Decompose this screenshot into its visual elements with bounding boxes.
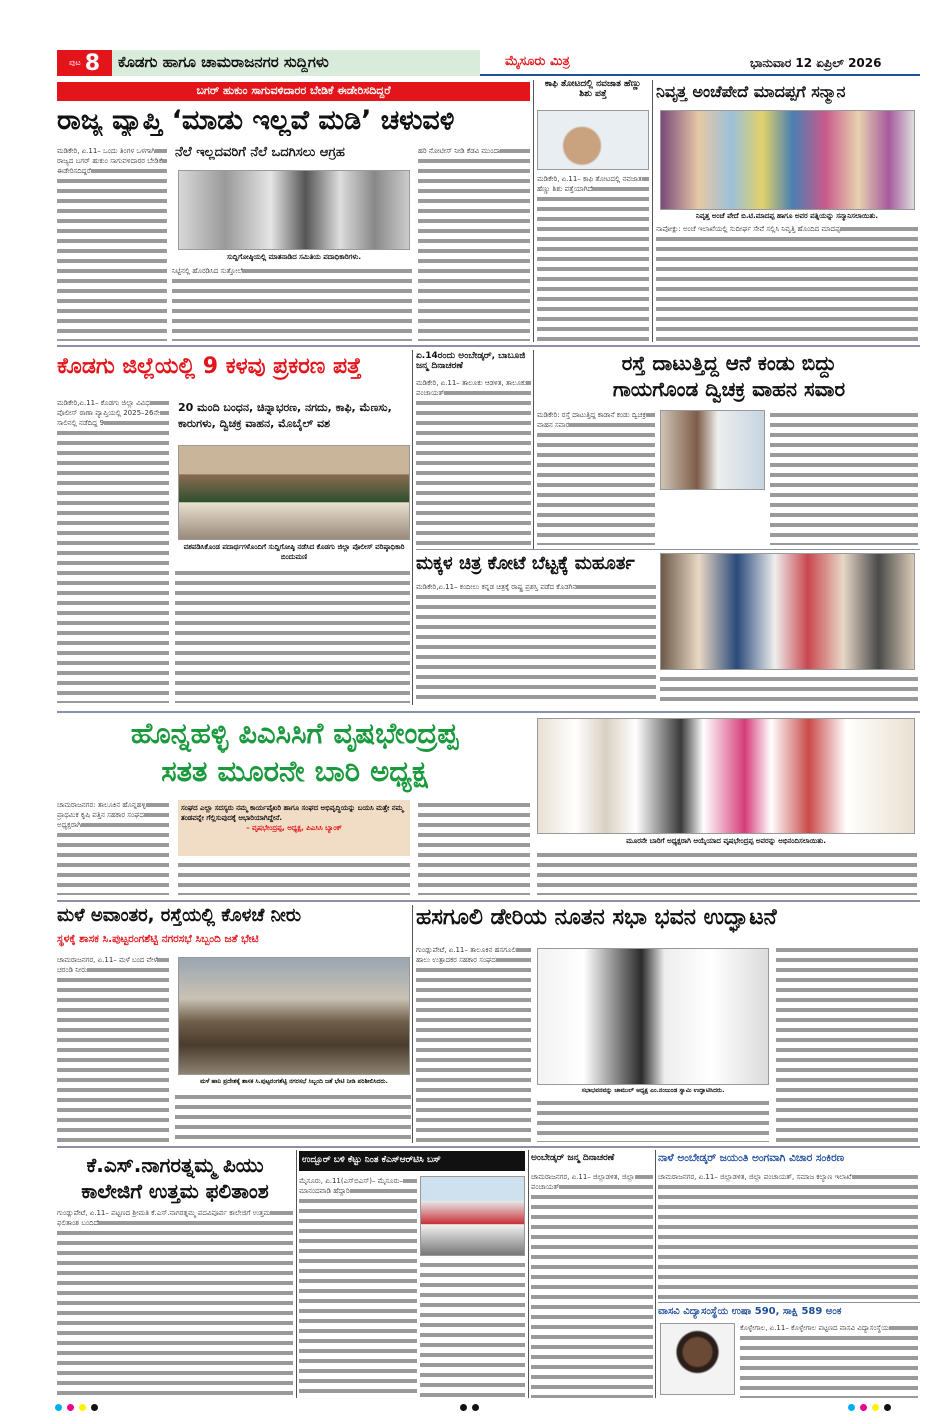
divider	[533, 350, 534, 550]
bus-body-2	[420, 1260, 525, 1398]
seminar-body: ಚಾಮರಾಜನಗರ, ಏ.11– ಜಿಲ್ಲಾಡಳಿತ, ಜಿಲ್ಲಾ ಪಂಚಾಯತ್, ಸಮಾಜ ಕಲ್ಯಾಣ ಇಲಾಖೆ	[658, 1172, 918, 1300]
registration-dot	[67, 1404, 74, 1411]
divider	[412, 905, 413, 1143]
bus-body: ಮೈಸೂರು, ಏ.11(ಎಸ್‌ಬಿಎಸ್)– ಮೈಸೂರು–ಮಾನಂದವಾಡಿ ಹೆದ್ದಾರಿ	[299, 1176, 417, 1398]
issue-date: ಭಾನುವಾರ 12 ಏಪ್ರಿಲ್ 2026	[750, 56, 882, 70]
page-number-box	[57, 50, 112, 76]
baby-photo	[537, 110, 649, 170]
divider	[416, 549, 920, 550]
ambedkar-small-body: ಮಡಿಕೇರಿ, ಏ.11– ತಾಲೂಕು ಆಡಳಿತ, ತಾಲೂಕು ಪಂಚಾಯತ್	[416, 378, 531, 546]
lead-caption: ಸುದ್ದಿಗೋಷ್ಠಿಯಲ್ಲಿ ಮಾತನಾಡಿದ ಸಮಿತಿಯ ಪದಾಧಿಕಾರಿಗಳು.	[178, 252, 410, 262]
pacs-quote: ಸಂಘದ ಎಲ್ಲಾ ಸದಸ್ಯರು ನಮ್ಮ ಕಾರ್ಯವೈಖರಿ ಹಾಗೂ ಸಂಘದ ಅಭಿವೃದ್ಧಿಯನ್ನು ಬಯಸಿ ಮತ್ತೇ ನಮ್ಮ ತಂಡವನ್ನೇ ಗೆಲ್ಲಿಸುವುದಕ್ಕೆ ಆಭಾರಿಯಾಗಿದ್ದೇನೆ.	[181, 804, 404, 822]
pacs-body-2	[178, 860, 410, 895]
divider	[57, 1146, 920, 1148]
pacs-photo	[537, 718, 915, 834]
theft-body: ಮಡಿಕೇರಿ,ಏ.11– ಕೊಡಗು ಜಿಲ್ಲಾ ವಿವಿಧ ಪೊಲೀಸ್ ಠಾಣಾ ವ್ಯಾಪ್ತಿಯಲ್ಲಿ 2025–26ನೇ ಸಾಲಿನಲ್ಲಿ ನಡೆದಿದ್ದ 9	[57, 398, 169, 703]
film-body: ಮಡಿಕೇರಿ,ಏ.11– ಕಂದೀಲು ಕನ್ನಡ ಚಿತ್ರಕ್ಕೆ ರಾಷ್ಟ್ರ ಪ್ರಶಸ್ತಿ ಪಡೆದ ಕೊಡಗಿನ	[416, 582, 656, 704]
ambedkar-day-headline: ಅಂಬೇಡ್ಕರ್ ಜನ್ಮ ದಿನಾಚರಣೆ	[531, 1153, 615, 1163]
dairy-body-2	[537, 1098, 769, 1142]
section-title: ಕೊಡಗು ಹಾಗೂ ಚಾಮರಾಜನಗರ ಸುದ್ದಿಗಳು	[112, 50, 480, 76]
divider	[658, 1302, 920, 1303]
theft-photo	[178, 445, 410, 540]
elephant-headline-1: ರಸ್ತೆ ದಾಟುತ್ತಿದ್ದ ಆನೆ ಕಂಡು ಬಿದ್ದು	[621, 351, 837, 375]
lead-photo	[178, 170, 410, 250]
divider	[652, 80, 653, 342]
registration-dot	[91, 1404, 98, 1411]
pacs-body-3	[418, 800, 530, 895]
college-body: ಗುಂಡ್ಲುಪೇಟೆ, ಏ.11– ಪಟ್ಟಣದ ಶ್ರೀಮತಿ ಕೆ.ಎಸ್.ನಾಗರತ್ನಮ್ಮ ಪದವಿಪೂರ್ವ ಕಾಲೇಜಿಗೆ ಉತ್ತಮ ಫಲಿತಾಂಶ ಬಂದಿದೆ	[57, 1208, 293, 1398]
elephant-body-2	[770, 410, 918, 545]
divider	[528, 1150, 529, 1398]
masthead: ಮೈಸೂರು ಮಿತ್ರ	[505, 54, 570, 69]
bus-photo	[420, 1176, 525, 1256]
lead-body-col3: ಹರಿ ನೋಟೀಸ್ ನೀಡಿ ಕೆಡವಿ ಮುಂದಾ	[418, 146, 530, 341]
page-number: 8	[84, 50, 101, 76]
vasavi-photo	[660, 1323, 735, 1395]
divider	[296, 1150, 297, 1398]
rain-headline: ಮಳೆ ಅವಾಂತರ, ರಸ್ತೆಯಲ್ಲಿ ಕೊಳಚೆ ನೀರು	[57, 905, 302, 926]
seminar-headline: ನಾಳೆ ಅಂಬೇಡ್ಕರ್ ಜಯಂತಿ ಅಂಗವಾಗಿ ವಿಚಾರ ಸಂಕಿರಣ	[658, 1152, 845, 1164]
registration-dot	[884, 1404, 891, 1411]
dairy-caption: ಸಭಾಭವನವನ್ನು ಚಾಮುಲ್ ಅಧ್ಯಕ್ಷ ಎಂ.ನಂಜುಂಡ ಸ್ವಾಮಿ ಉದ್ಘಾಟಿಸಿದರು.	[537, 1086, 769, 1096]
retire-photo	[660, 110, 915, 210]
pacs-headline-1: ಹೊನ್ನಹಳ್ಳಿ ಪಿಎಸಿಸಿಗೆ ವೃಷಭೇಂದ್ರಪ್ಪ	[130, 716, 459, 750]
bus-headline: ಉದ್ಬೂರ್ ಬಳಿ ಕೆಟ್ಟು ನಿಂತ ಕೆಎಸ್‌ಆರ್‌ಟಿಸಿ ಬಸ್	[299, 1151, 525, 1171]
divider	[533, 80, 534, 342]
registration-dot	[55, 1404, 62, 1411]
pacs-quote-box	[178, 800, 410, 856]
film-photo	[660, 553, 915, 670]
registration-dot	[848, 1404, 855, 1411]
retire-headline: ನಿವೃತ್ತ ಅಂಚೆಪೇದೆ ಮಾದಪ್ಪಗೆ ಸನ್ಮಾನ	[656, 82, 846, 101]
lead-body-col1: ಮಡಿಕೇರಿ, ಏ.11– ಒಂದು ತಿಂಗಳ ಒಳಗಾಗಿ ರಾಜ್ಯದ ಬಗರ್ ಹುಕುಂ ಸಾಗುವಳಿದಾರರ ಬೇಡಿಕೆ ಈಡೇರಿಸದಿದ್ದರೆ	[57, 146, 167, 341]
header-rule	[480, 74, 920, 76]
divider	[57, 711, 920, 713]
vasavi-body: ಕೊಳ್ಳೇಗಾಲ, ಏ.11– ಕೊಳ್ಳೇಗಾಲ ಪಟ್ಟಣದ ವಾಸವಿ ವಿದ್ಯಾಸಂಸ್ಥೆಯ	[740, 1323, 918, 1398]
divider	[57, 900, 920, 902]
ambedkar-small-headline: ಏ.14ರಂದು ಅಂಬೇಡ್ಕರ್, ಬಾಬೂಜಿ ಜನ್ಮ ದಿನಾಚರಣೆ	[416, 351, 526, 371]
retire-body: ನಾಪೋಕ್ಲು: ಅಂಚೆ ಇಲಾಖೆಯಲ್ಲಿ ಸುದೀರ್ಘ ಸೇವೆ ಸಲ್ಲಿಸಿ ನಿವೃತ್ತಿ ಹೊಂದಿದ ಮಾದಪ್ಪ	[656, 224, 918, 341]
lead-body-col2: ನಿಟ್ಟಿನಲ್ಲಿ ಹೊರಡಿಸಿದ ಸುತ್ತೋಲೆ	[172, 266, 412, 341]
elephant-headline-2: ಗಾಯಗೊಂಡ ದ್ವಿಚಕ್ರ ವಾಹನ ಸವಾರ	[612, 377, 846, 401]
theft-headline: ಕೊಡಗು ಜಿಲ್ಲೆಯಲ್ಲಿ 9 ಕಳವು ಪ್ರಕರಣ ಪತ್ತೆ	[57, 354, 362, 379]
registration-dot	[872, 1404, 879, 1411]
theft-caption: ವಶಪಡಿಸಿಕೊಂಡ ಪದಾರ್ಥಗಳೊಂದಿಗೆ ಸುದ್ದಿಗೋಷ್ಠಿ ನಡೆಸಿದ ಕೊಡಗು ಜಿಲ್ಲಾ ಪೊಲೀಸ್ ವರಿಷ್ಠಾಧಿಕಾರಿ ಬಿಂದುಮಣಿ	[178, 542, 410, 562]
rain-body-2	[175, 1092, 411, 1142]
dairy-headline: ಹಸಗೂಲಿ ಡೇರಿಯ ನೂತನ ಸಭಾ ಭವನ ಉದ್ಘಾಟನೆ	[416, 905, 777, 930]
registration-dot	[860, 1404, 867, 1411]
lead-headline: ರಾಜ್ಯ ವ್ಯಾಪ್ತಿ ‘ಮಾಡು ಇಲ್ಲವೆ ಮಡಿ’ ಚಳುವಳಿ	[57, 106, 455, 136]
dairy-body: ಗುಂಡ್ಲುಪೇಟೆ, ಏ.11– ತಾಲೂಕಿನ ಹಸಗೂಲಿ ಹಾಲು ಉತ್ಪಾದಕರ ಸಹಕಾರ ಸಂಘದ	[416, 945, 531, 1142]
dairy-photo	[537, 948, 769, 1085]
elephant-photo	[660, 410, 765, 490]
divider	[57, 345, 920, 347]
college-headline: ಕೆ.ಎಸ್.ನಾಗರತ್ನಮ್ಮ ಪಿಯು ಕಾಲೇಜಿಗೆ ಉತ್ತಮ ಫಲಿತಾಂಶ	[81, 1153, 269, 1203]
lead-kicker: ಬಗರ್ ಹುಕುಂ ಸಾಗುವಳಿದಾರರ ಬೇಡಿಕೆ ಈಡೇರಿಸದಿದ್ದರೆ	[57, 82, 530, 101]
retire-caption: ನಿವೃತ್ತ ಅಂಚೆ ಪೇದೆ ಬಿ.ಟಿ.ಮಾದಪ್ಪ ಹಾಗೂ ಅವರ ಪತ್ನಿಯನ್ನು ಸನ್ಮಾನಿಸಲಾಯಿತು.	[656, 211, 918, 221]
vasavi-headline: ವಾಸವಿ ವಿದ್ಯಾಸಂಸ್ಥೆಯ ಉಷಾ 590, ಸಾಕ್ಷಿ 589 ಅಂಕ	[658, 1306, 842, 1317]
dairy-body-3	[776, 945, 918, 1142]
page-label: ಪುಟ	[68, 58, 81, 67]
ambedkar-day-body: ಚಾಮರಾಜನಗರ, ಏ.11– ಜಿಲ್ಲಾಡಳಿತ, ಜಿಲ್ಲಾ ಪಂಚಾಯತ್	[531, 1172, 653, 1398]
pacs-caption: ಮೂರನೇ ಬಾರಿಗೆ ಅಧ್ಯಕ್ಷರಾಗಿ ಆಯ್ಕೆಯಾದ ವೃಷಭೇಂದ್ರಪ್ಪ ಅವರನ್ನು ಅಭಿನಂದಿಸಲಾಯಿತು.	[537, 836, 915, 846]
rain-photo	[178, 957, 410, 1075]
baby-headline: ಕಾಫಿ ತೋಟದಲ್ಲಿ ನವಜಾತ ಹೆಣ್ಣು ಶಿಶು ಪತ್ತೆ	[544, 79, 642, 99]
lead-subhead: ನೆಲೆ ಇಲ್ಲದವರಿಗೆ ನೆಲೆ ಒದಗಿಸಲು ಆಗ್ರಹ	[175, 145, 345, 160]
rain-body: ಚಾಮರಾಜನಗರ, ಏ.11– ಮಳೆ ಬಂದ ವೇಳೆ ಚರಂಡಿ ನೀರು	[57, 955, 169, 1142]
theft-body-2	[175, 568, 410, 703]
registration-dot	[460, 1404, 467, 1411]
elephant-body: ಮಡಿಕೇರಿ: ರಸ್ತೆ ದಾಟುತ್ತಿದ್ದ ಕಾಡಾನೆ ಕಂಡು ದ್ವಿಚಕ್ರ ವಾಹನ ಸವಾರ	[537, 410, 655, 545]
registration-dot	[79, 1404, 86, 1411]
pacs-body: ಚಾಮರಾಜನಗರ: ತಾಲೂಕಿನ ಹೊನ್ನಹಳ್ಳಿ ಪ್ರಾಥಮಿಕ ಕೃಷಿ ಪತ್ತಿನ ಸಹಕಾರ ಸಂಘದ ಅಧ್ಯಕ್ಷರಾಗಿ	[57, 800, 169, 895]
baby-body: ಮಡಿಕೇರಿ, ಏ.11– ಕಾಫಿ ತೋಟದಲ್ಲಿ ನವಜಾತ ಹೆಣ್ಣು ಶಿಶು ಪತ್ತೆಯಾಗಿದೆ	[537, 174, 649, 341]
registration-dot	[472, 1404, 479, 1411]
film-headline: ಮಕ್ಕಳ ಚಿತ್ರ ಕೋಟೆ ಬೆಟ್ಟಕ್ಕೆ ಮಹೂರ್ತ	[416, 553, 635, 574]
theft-subhead: 20 ಮಂದಿ ಬಂಧನ, ಚಿನ್ನಾಭರಣ, ನಗದು, ಕಾಫಿ, ಮೆಣಸು, ಕಾರುಗಳು, ದ್ವಿಚಕ್ರ ವಾಹನ, ಮೊಬೈಲ್ ವಶ	[178, 401, 392, 430]
pacs-headline-2: ಸತತ ಮೂರನೇ ಬಾರಿ ಅಧ್ಯಕ್ಷ	[161, 754, 428, 788]
divider	[655, 1150, 656, 1398]
rain-caption: ಮಳೆ ಹಾನಿ ಪ್ರದೇಶಕ್ಕೆ ಶಾಸಕ ಸಿ.ಪುಟ್ಟರಂಗಶೆಟ್ಟಿ ನಗರಸಭೆ ಸಿಬ್ಬಂದಿ ಜತೆ ಭೇಟಿ ನೀಡಿ ಪರಿಶೀಲಿಸಿದರು.	[178, 1077, 410, 1087]
rain-subhead: ಸ್ಥಳಕ್ಕೆ ಶಾಸಕ ಸಿ.ಪುಟ್ಟರಂಗಶೆಟ್ಟಿ ನಗರಸಭೆ ಸಿಬ್ಬಂದಿ ಜತೆ ಭೇಟಿ	[57, 933, 259, 945]
film-body-2	[660, 674, 918, 704]
divider	[412, 350, 413, 705]
pacs-quote-author: – ವೃಷಭೇಂದ್ರಪ್ಪ, ಅಧ್ಯಕ್ಷ, ಪಿಎಸಿಸಿ ಬ್ಯಾಂಕ್	[246, 824, 342, 832]
pacs-body-4	[537, 850, 917, 895]
